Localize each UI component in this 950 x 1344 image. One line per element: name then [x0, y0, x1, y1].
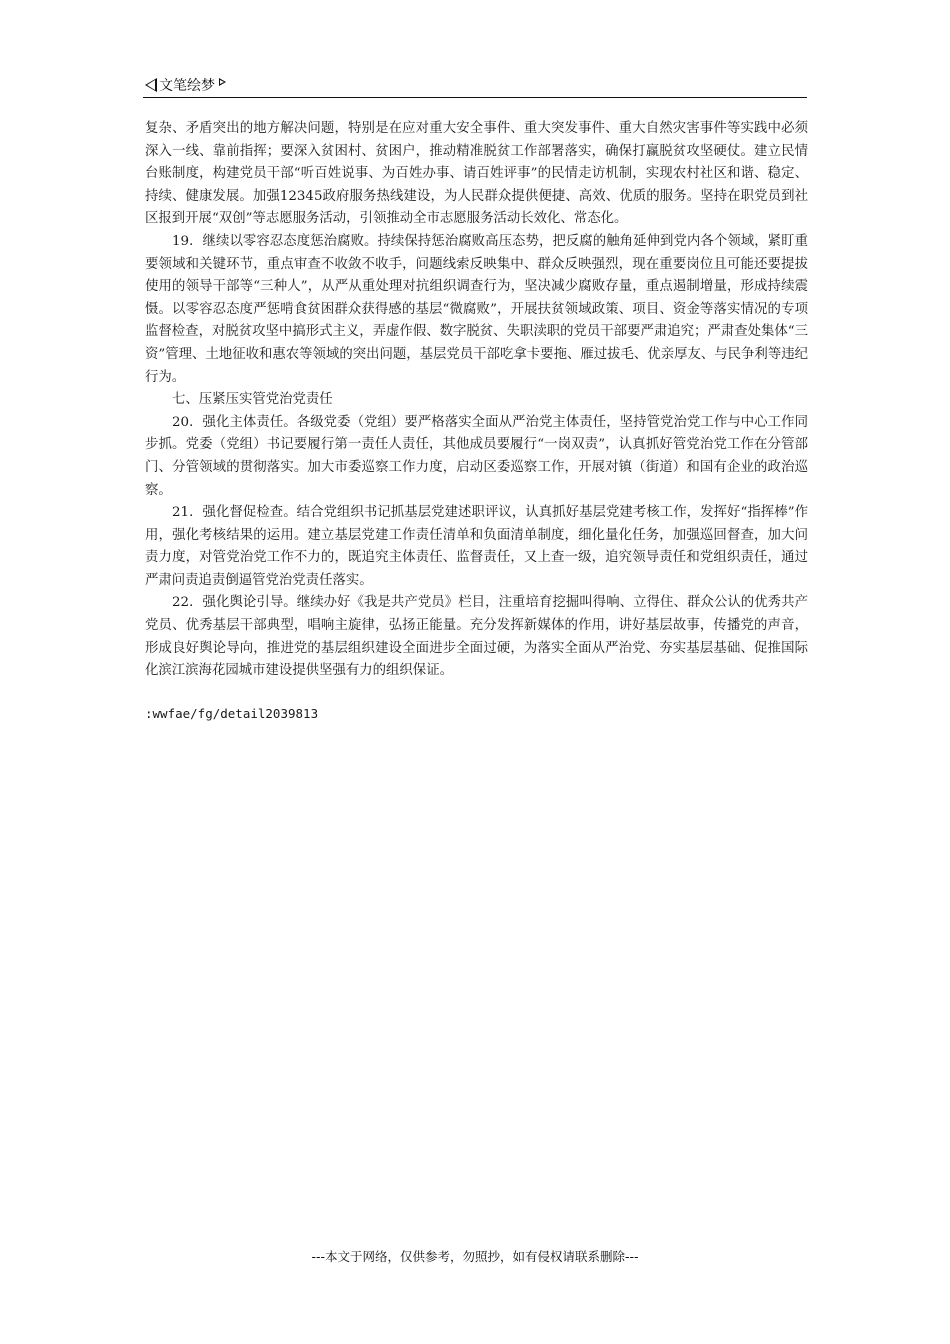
section-heading-7: 七、压紧压实管党治党责任 — [172, 392, 333, 408]
triangle-left-icon — [145, 78, 157, 92]
paragraph-21: 21．强化督促检查。结合党组织书记抓基层党建述职评议，认真抓好基层党建考核工作，发挥好“指挥棒”作用，强化考核结果的运用。建立基层党建工作责任清单和负面清单制度，细化量化任务，加强巡回督查，加大问责力度，对管党治党工作不力的，既追究主体责任、监督责任，又上查一级，追究领导责任和党组织责任，通过严肃问责追责倒逼管党治党责任落实。 — [145, 505, 808, 588]
page-header — [145, 74, 807, 96]
paragraph-19: 19．继续以零容忍态度惩治腐败。持续保持惩治腐败高压态势，把反腐的触角延伸到党内各个领域，紧盯重要领域和关键环节，重点审查不收敛不收手，问题线索反映集中、群众反映强烈，现在重要岗位且可能还要提拔使用的领导干部等“三种人”，从严从重处理对抗组织调查行为，坚决减少腐败存量，重点遏制增量，形成持续震慑。以零容忍态度严惩啃食贫困群众获得感的基层“微腐败”，开展扶贫领域政策、项目、资金等落实情况的专项监督检查，对脱贫攻坚中搞形式主义，弄虚作假、数字脱贫、失职渎职的党员干部要严肃追究；严肃查处集体“三资”管理、土地征收和惠农等领域的突出问题，基层党员干部吃拿卡要拖、雁过拔毛、优亲厚友、与民争利等违纪行为。 — [145, 233, 808, 385]
triangle-right-icon — [219, 78, 226, 86]
paragraph-continued: 复杂、矛盾突出的地方解决问题，特别是在应对重大安全事件、重大突发事件、重大自然灾害事件等实践中必须深入一线、靠前指挥；要深入贫困村、贫困户，推动精准脱贫工作部署落实，确保打赢脱贫攻坚硬仗。建立民情台账制度，构建党员干部“听百姓说事、为百姓办事、请百姓评事”的民情走访机制，实现农村社区和谐、稳定、持续、健康发展。加强12345政府服务热线建设，为人民群众提供便捷、高效、优质的服务。坚持在职党员到社区报到开展“双创”等志愿服务活动，引领推动全市志愿服务活动长效化、常态化。 — [145, 121, 808, 227]
header-title: 文笔绘梦 — [159, 78, 215, 94]
paragraph-22: 22．强化舆论引导。继续办好《我是共产党员》栏目，注重培育挖掘叫得响、立得住、群众公认的优秀共产党员、优秀基层干部典型，唱响主旋律，弘扬正能量。充分发挥新媒体的作用，讲好基层故事，传播党的声音，形成良好舆论导向，推进党的基层组织建设全面进步全面过硬，为落实全面从严治党、夯实基层基础、促推国际化滨江滨海花园城市建设提供坚强有力的组织保证。 — [145, 595, 808, 679]
header-divider — [143, 97, 807, 98]
paragraph-20: 20．强化主体责任。各级党委（党组）要严格落实全面从严治党主体责任，坚持管党治党工作与中心工作同步抓。党委（党组）书记要履行第一责任人责任，其他成员要履行“一岗双责”，认真抓好管党治党工作在分管部门、分管领域的贯彻落实。加大市委巡察工作力度，启动区委巡察工作，开展对镇（街道）和国有企业的政治巡察。 — [145, 414, 808, 498]
document-body — [145, 118, 808, 725]
page-footer: ---本文于网络，仅供参考，勿照抄，如有侵权请联系删除--- — [311, 1249, 639, 1264]
source-url: :wwfae/fg/detail2039813 — [145, 705, 319, 721]
